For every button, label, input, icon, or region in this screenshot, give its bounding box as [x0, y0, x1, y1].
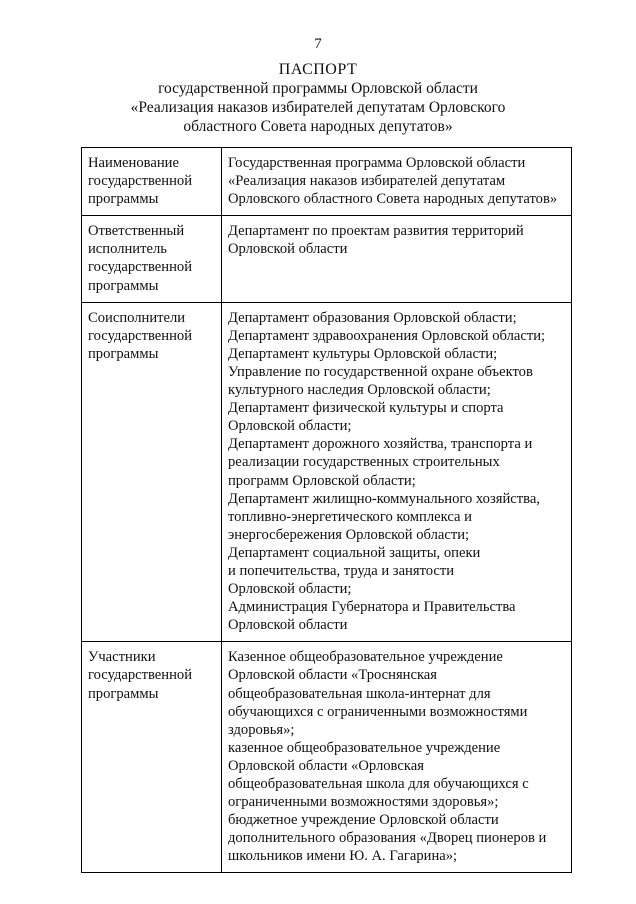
row-value-line: школьников имени Ю. А. Гагарина»;	[228, 848, 458, 865]
table-row	[82, 216, 572, 302]
row-value-line: Департамент физической культуры и спорта	[228, 400, 504, 417]
row-value-line: Департамент по проектам развития территорий	[228, 223, 524, 240]
row-label-cell	[82, 642, 222, 873]
page-number: 7	[314, 36, 322, 52]
row-value-line: Департамент жилищно-коммунального хозяйства,	[228, 490, 540, 507]
row-value-line: Казенное общеобразовательное учреждение	[228, 649, 503, 666]
row-label-line: Соисполнители	[88, 309, 186, 326]
row-value-line: энергосбережения Орловской области;	[228, 526, 470, 543]
row-label-cell	[82, 148, 222, 216]
row-label-line: государственной	[88, 259, 193, 276]
row-value-line: Администрация Губернатора и Правительства	[228, 599, 516, 616]
row-value-line: казенное общеобразовательное учреждение	[228, 739, 501, 756]
row-value-line: программ Орловской области;	[228, 472, 416, 489]
row-value-line: Управление по государственной охране объектов	[228, 363, 533, 380]
row-value-line: Орловской области	[228, 617, 348, 634]
row-value-line: реализации государственных строительных	[228, 454, 500, 471]
row-value-line: Департамент культуры Орловской области;	[228, 345, 498, 362]
row-value-cell	[222, 642, 572, 873]
row-label-line: программы	[88, 277, 159, 294]
row-value-line: культурного наследия Орловской области;	[228, 382, 491, 399]
row-value-line: Департамент дорожного хозяйства, транспорта и	[228, 436, 533, 453]
document-subtitle-line-1: государственной программы Орловской области	[158, 80, 478, 97]
row-value-line: дополнительного образования «Дворец пионеров и	[228, 830, 547, 847]
passport-table-body	[82, 148, 572, 873]
document-title: ПАСПОРТ	[278, 61, 358, 78]
row-value-line: общеобразовательная школа для обучающихся с	[228, 776, 529, 792]
passport-table	[81, 147, 572, 873]
row-value-cell	[222, 216, 572, 302]
table-row	[82, 148, 572, 216]
row-label-line: программы	[88, 191, 159, 208]
document-subtitle-line-3: областного Совета народных депутатов»	[183, 118, 453, 135]
row-value-line: Орловской области «Троснянская	[228, 667, 438, 684]
row-value-line: Департамент здравоохранения Орловской области;	[228, 327, 546, 344]
row-value-line: Орловской области;	[228, 418, 352, 435]
row-value-line: Департамент образования Орловской области;	[228, 309, 517, 326]
row-value-line: здоровья»;	[228, 721, 295, 738]
row-value-line: Орловского областного Совета народных депутатов»	[228, 191, 558, 208]
document-heading	[0, 60, 636, 136]
row-value-line: Государственная программа Орловской области	[228, 155, 526, 171]
row-value-cell	[222, 148, 572, 216]
row-label-line: государственной	[88, 327, 193, 344]
row-value-line: Орловской области	[228, 241, 348, 258]
row-value-line: Орловской области;	[228, 581, 352, 598]
row-value-line: обучающихся с ограниченными возможностями	[228, 703, 528, 720]
row-label-line: государственной	[88, 173, 193, 190]
row-value-line: общеобразовательная школа-интернат для	[228, 685, 491, 702]
row-label-cell	[82, 302, 222, 642]
row-value-line: и попечительства, труда и занятости	[228, 562, 455, 579]
row-label-line: программы	[88, 685, 159, 702]
row-value-line: Департамент социальной защиты, опеки	[228, 544, 481, 561]
row-value-line: ограниченными возможностями здоровья»;	[228, 794, 499, 811]
row-value-cell	[222, 302, 572, 642]
document-subtitle-line-2: «Реализация наказов избирателей депутатам Орловского	[130, 99, 506, 116]
table-row	[82, 642, 572, 873]
row-label-line: Участники	[88, 649, 156, 666]
row-value-line: бюджетное учреждение Орловской области	[228, 812, 499, 829]
row-label-line: Ответственный	[88, 223, 185, 240]
row-value-line: топливно-энергетического комплекса и	[228, 508, 472, 525]
row-value-line: Орловской области «Орловская	[228, 757, 424, 774]
row-label-line: программы	[88, 345, 159, 362]
row-label-line: исполнитель	[88, 241, 167, 258]
row-label-line: государственной	[88, 667, 193, 684]
table-row	[82, 302, 572, 642]
row-label-cell	[82, 216, 222, 302]
row-label-line: Наименование	[88, 155, 179, 171]
row-value-line: «Реализация наказов избирателей депутатам	[228, 173, 506, 190]
